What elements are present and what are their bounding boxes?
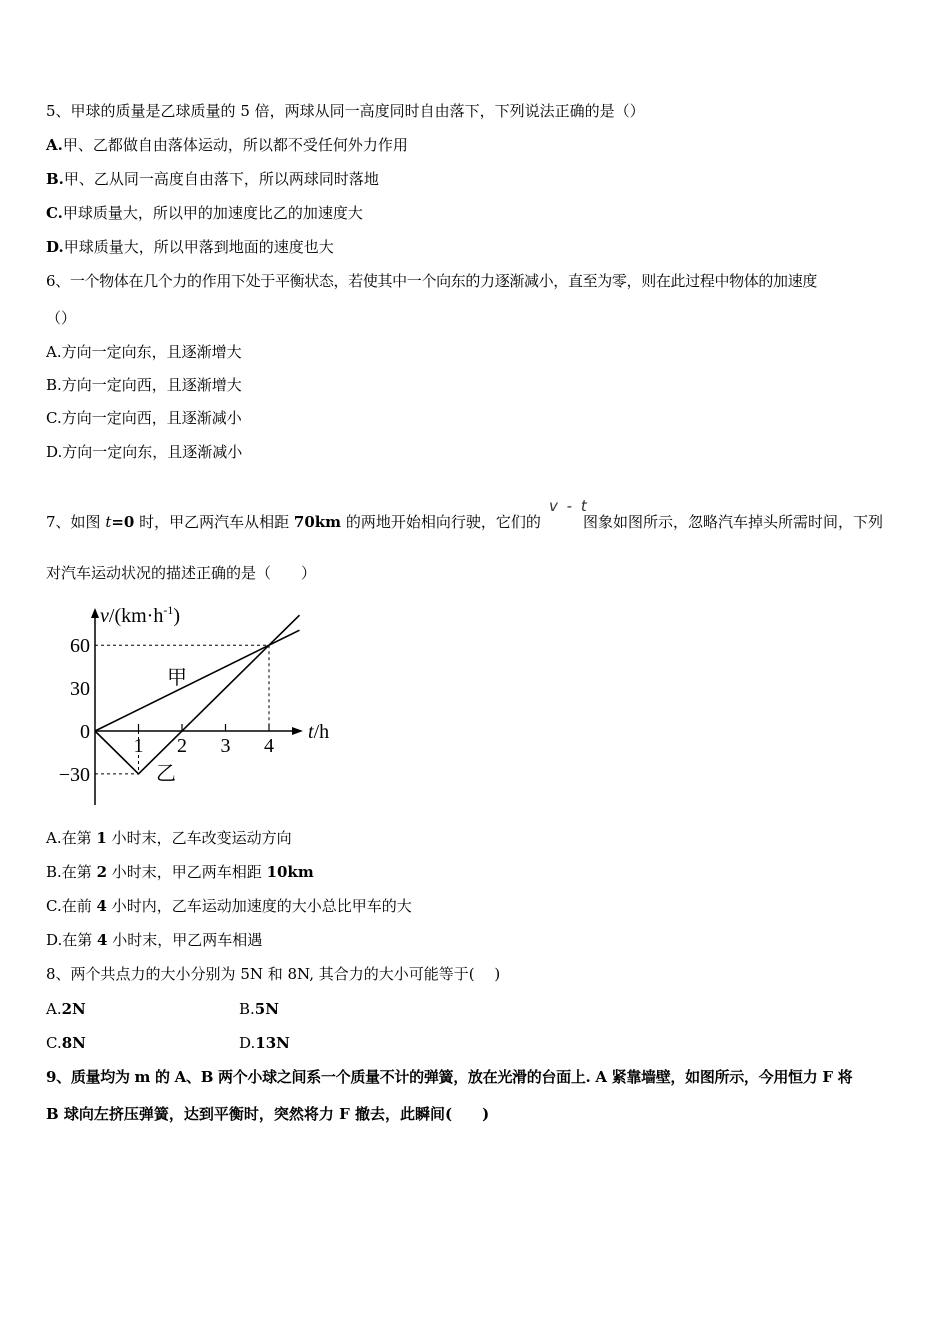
question-6-stem-cont: （） [46,309,77,327]
q6-option-d [46,442,242,462]
q5-option-b [46,169,379,189]
option-text: 13N [255,1034,290,1052]
option-text: 在第 [61,863,97,881]
graph-axes [59,608,303,805]
q6-option-b [46,375,242,395]
q7-option-c [46,896,412,916]
question-7-stem [46,512,541,532]
series-label-yi: 乙 [156,763,176,785]
option-text: 甲、乙都做自由落体运动，所以都不受任何外力作用 [62,136,408,154]
option-text: 甲球质量大，所以甲落到地面的速度也大 [63,238,334,256]
y-tick-label: 0 [80,721,90,743]
graph-labels [100,603,329,785]
y-axis-label: $v/(km\cdot h^{-1})$ [100,603,180,627]
x-tick-label: 4 [264,735,274,757]
y-tick-label: −30 [58,763,90,786]
option-number: 10km [266,863,314,881]
option-key: C. [46,1034,62,1052]
option-text: 在前 [61,897,97,915]
q7-text-e: 的两地开始相向行驶，它们的 [341,513,541,531]
option-text: 小时末，乙车改变运动方向 [106,829,292,847]
vt-symbol: v - t [549,497,589,515]
y-axis-arrow [91,608,99,618]
q8-option-d [239,1033,290,1053]
option-text: 方向一定向东，且逐渐减小 [62,443,243,461]
option-key: A. [46,136,63,154]
option-text: 小时末，甲乙两车相距 [107,863,267,881]
q7-option-b [46,862,314,882]
vt-graph [46,600,346,810]
option-text: 在第 [62,931,98,949]
option-text: 8N [61,1034,86,1052]
option-number: 2 [96,863,108,881]
q6-option-c [46,408,242,428]
q5-option-a [46,135,408,155]
option-number: 4 [96,897,107,915]
q7-text-a: 7、如图 [46,513,106,531]
option-key: C. [46,897,62,915]
option-key: D. [46,931,63,949]
option-key: B. [46,376,62,394]
option-key: C. [46,204,63,222]
question-8-stem: 8、两个共点力的大小分别为 5N 和 8N, 其合力的大小可能等于( ) [46,965,501,983]
x-tick-label: 2 [177,735,187,757]
q5-option-d [46,237,334,257]
q7-text-d: 70km [293,513,342,531]
q7-var-t: t [105,513,112,531]
option-text: 小时末，甲乙两车相遇 [107,931,263,949]
question-9-stem-cont: B 球向左挤压弹簧，达到平衡时，突然将力 F 撤去，此瞬间( ) [46,1105,490,1123]
option-text: 5N [254,1000,279,1018]
option-key: B. [46,170,64,188]
option-number: 1 [96,829,107,847]
q8-option-a [46,999,86,1019]
question-9-stem: 9、质量均为 m 的 A、B 两个小球之间系一个质量不计的弹簧，放在光滑的台面上. A 紧靠墙壁，如图所示，今用恒力 F 将 [46,1068,853,1086]
option-text: 方向一定向东，且逐渐增大 [61,343,242,361]
option-text: 方向一定向西，且逐渐减小 [61,409,242,427]
x-axis-arrow [292,727,303,735]
question-7-stem-cont: 对汽车运动状况的描述正确的是（ ） [46,564,317,582]
question-5-stem: 5、甲球的质量是乙球质量的 5 倍，两球从同一高度同时自由落下，下列说法正确的是（） [46,102,645,120]
question-7-stem-end: 图象如图所示，忽略汽车掉头所需时间，下列 [583,513,884,531]
option-text: 小时内，乙车运动加速度的大小总比甲车的大 [106,897,412,915]
option-text: 甲球质量大，所以甲的加速度比乙的加速度大 [62,204,363,222]
q5-option-c [46,203,363,223]
option-key: A. [46,829,62,847]
option-key: D. [46,238,64,256]
option-key: B. [239,1000,255,1018]
x-tick-label: 1 [133,735,144,757]
option-key: C. [46,409,62,427]
q7-text-b: =0 [111,513,135,531]
option-key: A. [46,1000,62,1018]
y-tick-label: 30 [70,678,90,701]
question-6-stem: 6、一个物体在几个力的作用下处于平衡状态，若使其中一个向东的力逐渐减小，直至为零，则在此过程中物体的加速度 [46,272,817,290]
option-key: D. [46,443,63,461]
option-key: B. [46,863,62,881]
option-key: D. [239,1034,256,1052]
option-number: 4 [97,931,108,949]
option-text: 方向一定向西，且逐渐增大 [61,376,242,394]
series-label-jia: 甲 [167,667,187,689]
q8-option-c [46,1033,86,1053]
q7-option-d [46,930,262,950]
q7-option-a [46,828,292,848]
option-text: 甲、乙从同一高度自由落下，所以两球同时落地 [63,170,379,188]
y-tick-label: 60 [70,635,90,658]
q6-option-a [46,342,242,362]
x-tick-label: 3 [220,735,231,757]
q7-text-c: 时，甲乙两汽车从相距 [134,513,294,531]
option-text: 在第 [61,829,97,847]
x-axis-label: t/h [308,721,330,743]
option-text: 2N [61,1000,86,1018]
option-key: A. [46,343,62,361]
q8-option-b [239,999,279,1019]
